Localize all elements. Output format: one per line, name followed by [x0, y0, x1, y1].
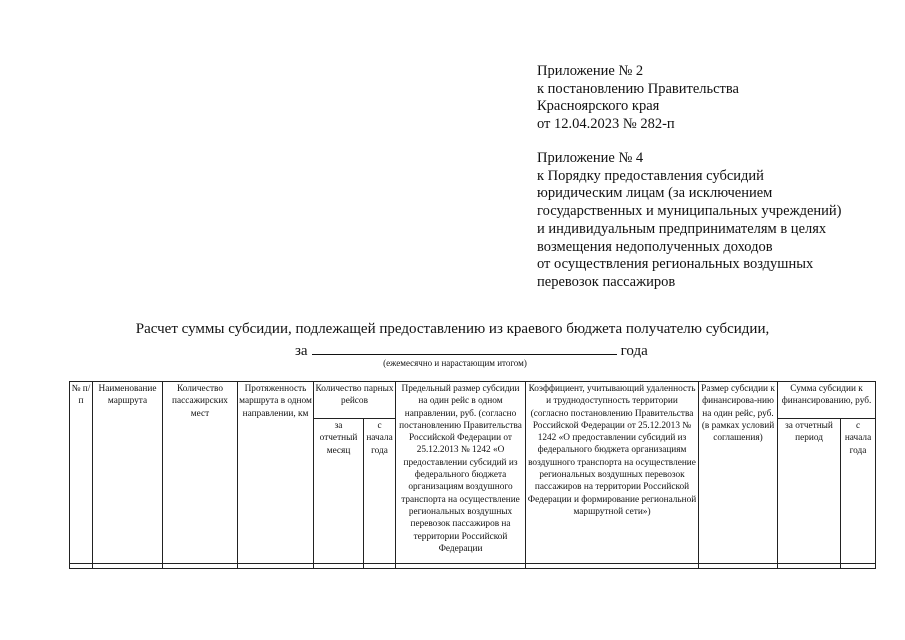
appendix-line: от осуществления региональных воздушных — [537, 256, 814, 273]
header-subsidy-per-flight: Размер субсидии к финансирова-нию на один рейс, руб. (в рамках условий соглашения) — [699, 382, 778, 564]
table-cell[interactable] — [526, 564, 699, 569]
period-prefix: за — [295, 343, 308, 359]
table-cell[interactable] — [314, 564, 364, 569]
appendix-line: юридическим лицам (за исключением — [537, 185, 773, 202]
appendix-line: Приложение № 2 — [537, 63, 644, 79]
table-cell[interactable] — [70, 564, 93, 569]
table-header-row — [70, 382, 876, 419]
appendix-line: перевозок пассажиров — [537, 273, 676, 290]
document-title: Расчет суммы субсидии, подлежащей предоставлению из краевого бюджета получателю субсидии, — [135, 321, 770, 337]
table-row — [70, 564, 876, 569]
header-total-financing: Сумма субсидии к финансированию, руб. — [778, 382, 876, 419]
appendix-line: к постановлению Правительства — [537, 80, 739, 97]
appendix-line: к Порядку предоставления субсидий — [537, 167, 764, 184]
header-total-ytd: с начала года — [841, 419, 876, 564]
appendix-line: Приложение № 4 — [537, 150, 644, 166]
table-cell[interactable] — [238, 564, 314, 569]
table-cell[interactable] — [841, 564, 876, 569]
table-cell[interactable] — [778, 564, 841, 569]
table-cell[interactable] — [93, 564, 163, 569]
subsidy-calculation-table — [69, 381, 876, 569]
period-blank-field[interactable] — [312, 340, 617, 355]
header-total-period: за отчетный период — [778, 419, 841, 564]
header-seats: Количество пассажирских мест — [163, 382, 238, 564]
period-suffix: года — [620, 343, 648, 359]
header-flights-month: за отчетный месяц — [314, 419, 364, 564]
header-number: № п/п — [70, 382, 93, 564]
appendix-line: и индивидуальным предпринимателям в целях — [537, 220, 827, 237]
header-max-subsidy: Предельный размер субсидии на один рейс в одном направлении, руб. (согласно постановлению Правительства Российской Федерации от 25.12.2013 № 1242 «О предоставлении субсидий из федерального бюджета организациям воздушного транспорта на осуществление региональных воздушных перевозок пассажиров на территории Российской Федерации — [396, 382, 526, 564]
appendix-line: государственных и муниципальных учреждений) — [537, 203, 842, 220]
appendix-4-reference — [537, 150, 842, 292]
header-flights: Количество парных рейсов — [314, 382, 396, 419]
appendix-line: от 12.04.2023 № 282-п — [537, 116, 675, 133]
appendix-line: Красноярского края — [537, 98, 660, 115]
header-coefficient: Коэффициент, учитывающий удаленность и труднодоступность территории (согласно постановлению Правительства Российской Федерации от 25.12.2013 № 1242 «О предоставлении субсидий из федерального бюджета организациям воздушного транспорта на осуществление региональных воздушных перевозок пассажиров на территории Российской Федерации и формирование региональной маршрутной сети») — [526, 382, 699, 564]
table-cell[interactable] — [396, 564, 526, 569]
appendix-line: возмещения недополученных доходов — [537, 238, 773, 255]
period-line — [295, 340, 648, 360]
table-cell[interactable] — [163, 564, 238, 569]
table-cell[interactable] — [699, 564, 778, 569]
header-route-length: Протяженность маршрута в одном направлении, км — [238, 382, 314, 564]
period-note: (ежемесячно и нарастающим итогом) — [383, 358, 527, 368]
table-cell[interactable] — [364, 564, 396, 569]
header-flights-ytd: с начала года — [364, 419, 396, 564]
header-route-name: Наименование маршрута — [93, 382, 163, 564]
appendix-2-reference — [537, 63, 739, 134]
